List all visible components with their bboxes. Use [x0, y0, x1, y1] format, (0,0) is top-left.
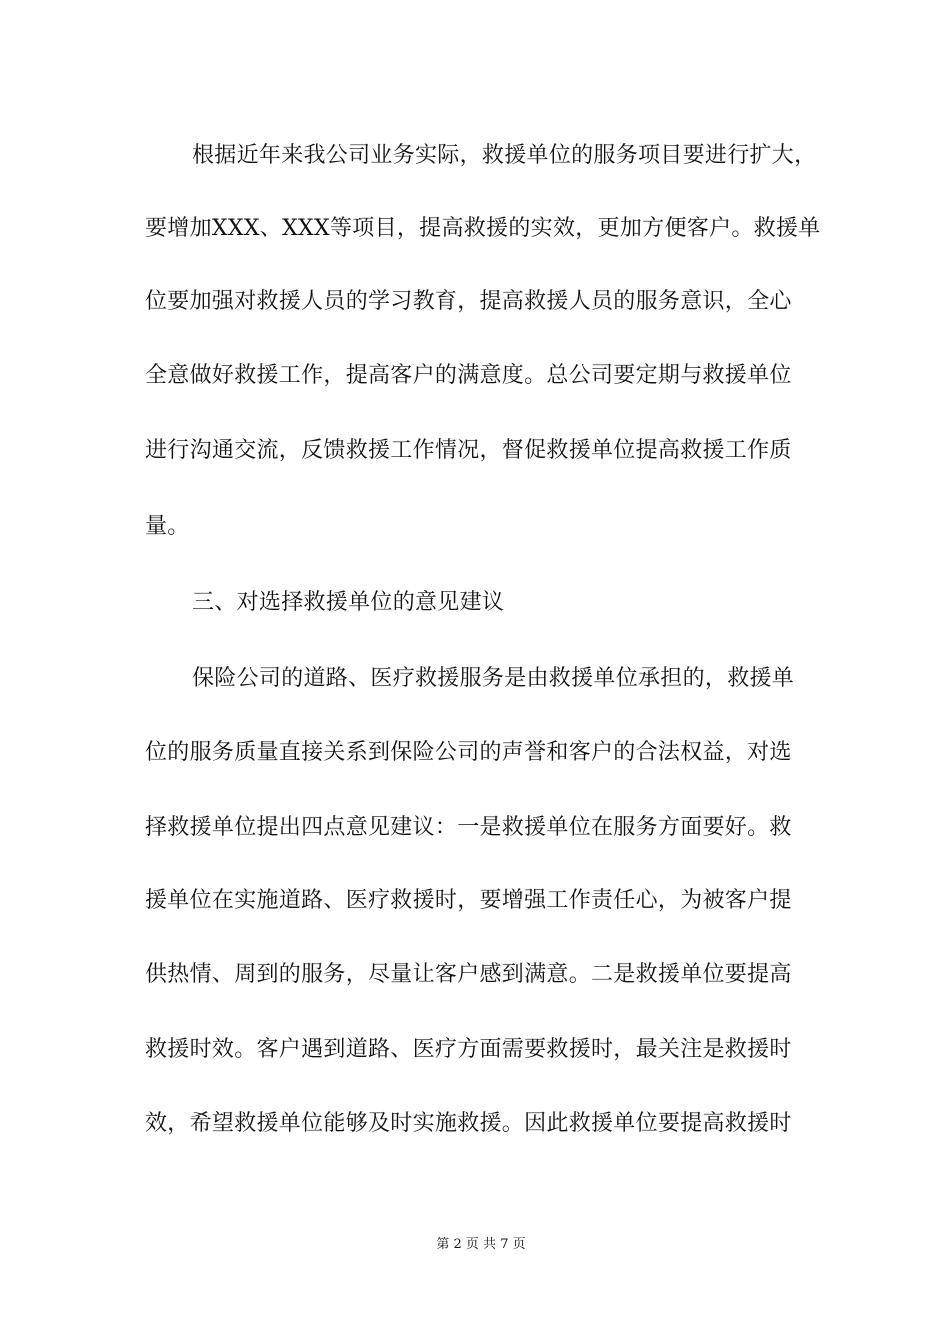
paragraph-line: 供热情、周到的服务，尽量让客户感到满意。二是救援单位要提高 [145, 962, 792, 987]
paragraph-line: 位的服务质量直接关系到保险公司的声誉和客户的合法权益，对选 [145, 740, 792, 765]
paragraph-line: 择救援单位提出四点意见建议：一是救援单位在服务方面要好。救 [145, 815, 792, 840]
paragraph-line: 全意做好救援工作，提高客户的满意度。总公司要定期与救援单位 [145, 363, 792, 388]
paragraph-line: 效，希望救援单位能够及时实施救援。因此救援单位要提高救援时 [145, 1111, 792, 1136]
paragraph-line: 根据近年来我公司业务实际，救援单位的服务项目要进行扩大， [192, 143, 817, 168]
paragraph-line: 援单位在实施道路、医疗救援时，要增强工作责任心，为被客户提 [145, 888, 792, 913]
page-number-footer: 第 2 页 共 7 页 [436, 1237, 526, 1252]
paragraph-line: 进行沟通交流，反馈救援工作情况，督促救援单位提高救援工作质 [145, 438, 792, 463]
paragraph-line: 位要加强对救援人员的学习教育，提高救援人员的服务意识，全心 [145, 289, 792, 314]
paragraph-line: 保险公司的道路、医疗救援服务是由救援单位承担的，救援单 [192, 666, 795, 691]
section-heading: 三、对选择救援单位的意见建议 [192, 590, 505, 615]
paragraph-line: 量。 [145, 514, 190, 539]
paragraph-line: 救援时效。客户遇到道路、医疗方面需要救援时，最关注是救援时 [145, 1037, 792, 1062]
paragraph-line: 要增加XXX、XXX等项目，提高救援的实效，更加方便客户。救援单 [145, 216, 821, 241]
